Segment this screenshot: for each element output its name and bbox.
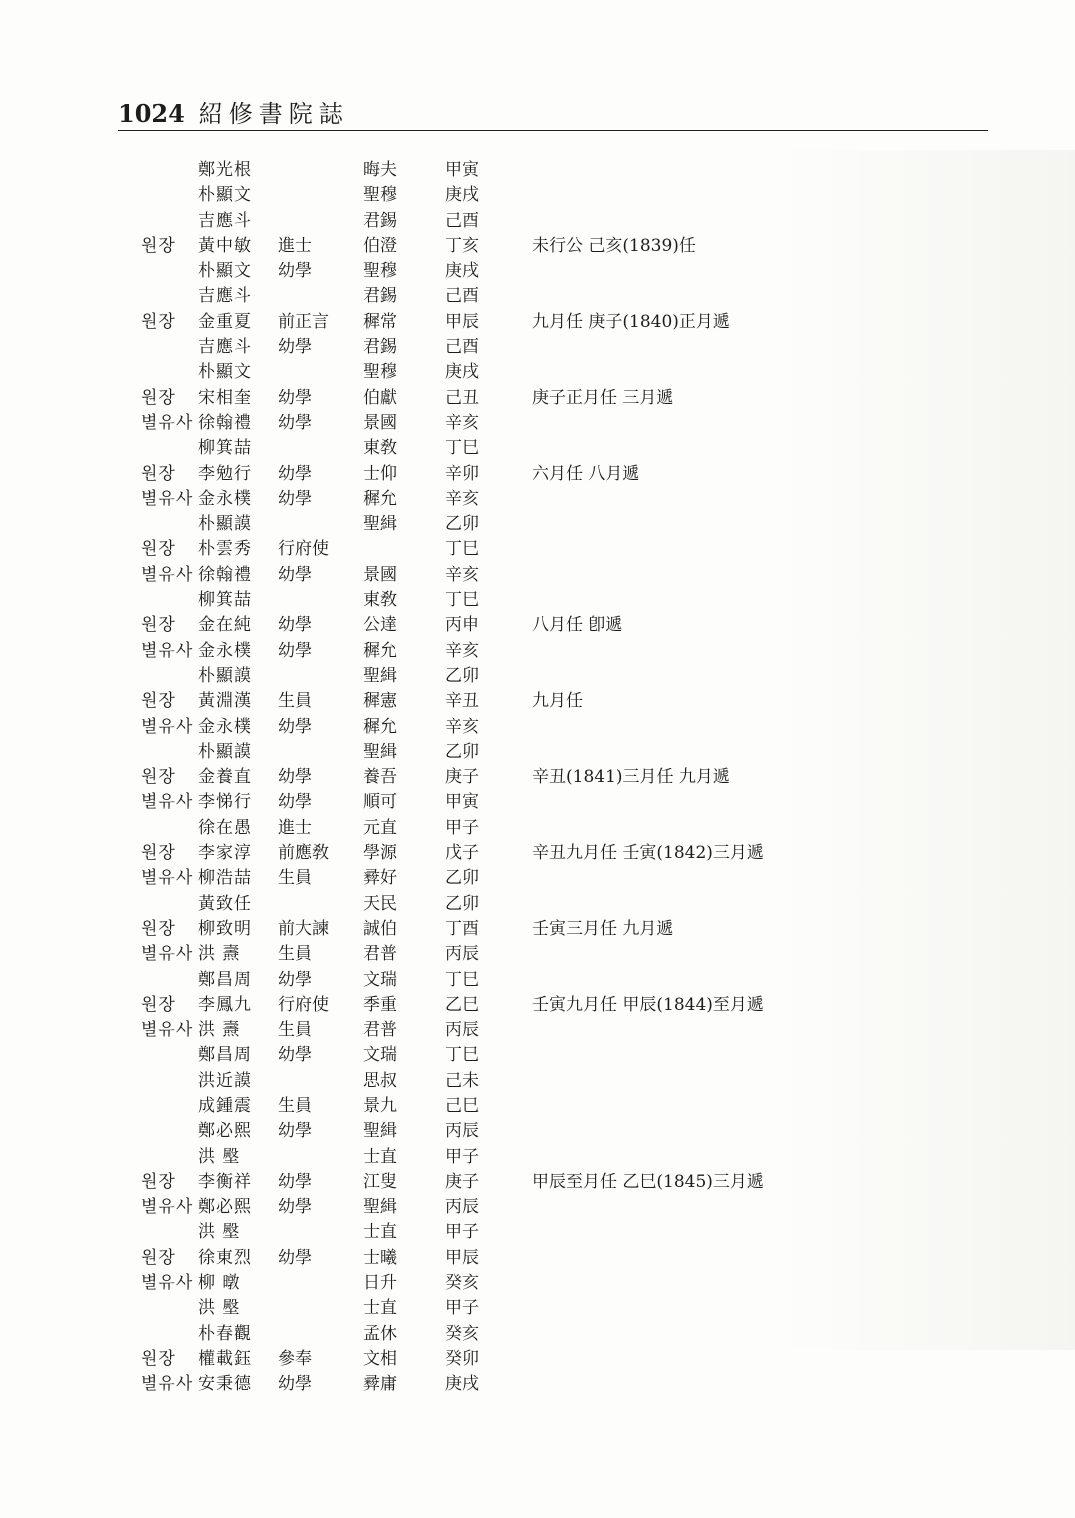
person-name: 朴顯謨	[198, 665, 252, 686]
person-name: 朴顯謨	[198, 514, 252, 535]
birth-year: 己酉	[445, 210, 479, 231]
courtesy-name: 聖緝	[363, 665, 397, 686]
courtesy-name: 士曦	[363, 1247, 397, 1268]
courtesy-name: 士直	[363, 1222, 397, 1243]
courtesy-name: 景九	[363, 1095, 397, 1116]
person-name: 朴顯謨	[198, 741, 252, 762]
position-title: 원장	[141, 767, 176, 788]
birth-year: 丁巳	[445, 969, 479, 990]
birth-year: 辛亥	[445, 716, 479, 737]
table-row	[0, 790, 1075, 815]
position-title: 별유사	[141, 564, 194, 585]
qualification: 幼學	[278, 1197, 312, 1218]
tenure-note: 六月任 八月遞	[532, 463, 640, 484]
courtesy-name: 景國	[363, 412, 397, 433]
person-name: 黃中敏	[198, 235, 252, 256]
person-name: 吉應斗	[198, 337, 252, 358]
table-row	[0, 1347, 1075, 1372]
qualification: 生員	[278, 691, 312, 712]
courtesy-name: 彛庸	[363, 1374, 397, 1395]
courtesy-name: 順可	[363, 792, 397, 813]
birth-year: 甲子	[445, 817, 479, 838]
tenure-note: 辛丑(1841)三月任 九月遞	[532, 767, 730, 788]
table-row	[0, 234, 1075, 259]
position-title: 원장	[141, 1247, 176, 1268]
courtesy-name: 養吾	[363, 767, 397, 788]
qualification: 幼學	[278, 387, 312, 408]
position-title: 원장	[141, 235, 176, 256]
table-row	[0, 512, 1075, 537]
table-row	[0, 917, 1075, 942]
birth-year: 庚戌	[445, 185, 479, 206]
qualification: 幼學	[278, 1045, 312, 1066]
courtesy-name: 君錫	[363, 337, 397, 358]
table-row	[0, 765, 1075, 790]
person-name: 黃淵漢	[198, 691, 252, 712]
birth-year: 庚戌	[445, 362, 479, 383]
qualification: 幼學	[278, 463, 312, 484]
birth-year: 甲寅	[445, 160, 479, 180]
birth-year: 己酉	[445, 286, 479, 307]
courtesy-name: 聖緝	[363, 1121, 397, 1142]
courtesy-name: 學源	[363, 843, 397, 864]
qualification: 幼學	[278, 1121, 312, 1142]
courtesy-name: 晦夫	[363, 160, 397, 180]
courtesy-name: 孟休	[363, 1323, 397, 1344]
position-title: 별유사	[141, 1197, 194, 1218]
person-name: 吉應斗	[198, 286, 252, 307]
birth-year: 辛亥	[445, 564, 479, 585]
birth-year: 丙辰	[445, 1020, 479, 1041]
page-number: 1024	[118, 99, 185, 128]
person-name: 金永樸	[198, 716, 252, 737]
person-name: 柳致明	[198, 918, 252, 939]
courtesy-name: 景國	[363, 564, 397, 585]
birth-year: 甲子	[445, 1298, 479, 1319]
person-name: 朴雲秀	[198, 539, 252, 560]
person-name: 權載鈺	[198, 1348, 252, 1369]
birth-year: 乙卯	[445, 665, 479, 686]
person-name: 金永樸	[198, 640, 252, 661]
qualification: 幼學	[278, 1374, 312, 1395]
birth-year: 辛卯	[445, 463, 479, 484]
courtesy-name: 文瑞	[363, 1045, 397, 1066]
person-name: 鄭必熙	[198, 1197, 252, 1218]
person-name: 李家淳	[198, 843, 252, 864]
birth-year: 甲寅	[445, 792, 479, 813]
person-name: 鄭光根	[198, 160, 252, 180]
table-row	[0, 284, 1075, 309]
qualification: 幼學	[278, 640, 312, 661]
person-name: 洪 燾	[198, 944, 241, 965]
position-title: 별유사	[141, 868, 194, 889]
courtesy-name: 聖穆	[363, 261, 397, 282]
person-name: 李鳳九	[198, 994, 252, 1015]
courtesy-name: 元直	[363, 817, 397, 838]
qualification: 前應敎	[278, 843, 329, 864]
person-name: 朴顯文	[198, 185, 252, 206]
table-row	[0, 563, 1075, 588]
person-name: 安秉德	[198, 1374, 252, 1395]
courtesy-name: 士仰	[363, 463, 397, 484]
table-row	[0, 613, 1075, 638]
tenure-note: 九月任	[532, 691, 583, 712]
birth-year: 丙辰	[445, 944, 479, 965]
tenure-note: 壬寅三月任 九月遞	[532, 918, 674, 939]
courtesy-name: 聖緝	[363, 741, 397, 762]
table-row	[0, 1246, 1075, 1271]
birth-year: 甲辰	[445, 311, 479, 332]
qualification: 幼學	[278, 564, 312, 585]
birth-year: 癸亥	[445, 1323, 479, 1344]
person-name: 李勉行	[198, 463, 252, 484]
person-name: 洪 壂	[198, 1298, 241, 1319]
courtesy-name: 穉允	[363, 488, 397, 509]
person-name: 宋相奎	[198, 387, 252, 408]
birth-year: 丙辰	[445, 1197, 479, 1218]
tenure-note: 未行公 己亥(1839)任	[532, 235, 696, 256]
book-title: 紹修書院誌	[198, 100, 349, 128]
person-name: 徐東烈	[198, 1247, 252, 1268]
table-row	[0, 588, 1075, 613]
person-name: 黃致任	[198, 893, 252, 914]
qualification: 幼學	[278, 412, 312, 433]
person-name: 洪 壂	[198, 1222, 241, 1243]
birth-year: 己丑	[445, 387, 479, 408]
table-row	[0, 1094, 1075, 1119]
qualification: 幼學	[278, 261, 312, 282]
qualification: 進士	[278, 235, 312, 256]
position-title: 별유사	[141, 1020, 194, 1041]
person-name: 鄭昌周	[198, 969, 252, 990]
birth-year: 乙卯	[445, 893, 479, 914]
courtesy-name: 穉允	[363, 716, 397, 737]
person-name: 成鍾震	[198, 1095, 252, 1116]
courtesy-name: 江叟	[363, 1171, 397, 1192]
position-title: 별유사	[141, 412, 194, 433]
position-title: 원장	[141, 463, 176, 484]
table-row	[0, 689, 1075, 714]
table-row	[0, 537, 1075, 562]
person-name: 鄭昌周	[198, 1045, 252, 1066]
courtesy-name: 君錫	[363, 286, 397, 307]
birth-year: 乙卯	[445, 868, 479, 889]
birth-year: 甲子	[445, 1222, 479, 1243]
table-row	[0, 1296, 1075, 1321]
birth-year: 丁巳	[445, 438, 479, 459]
person-name: 吉應斗	[198, 210, 252, 231]
position-title: 원장	[141, 1171, 176, 1192]
courtesy-name: 文瑞	[363, 969, 397, 990]
position-title: 원장	[141, 539, 176, 560]
person-name: 朴春觀	[198, 1323, 252, 1344]
table-row	[0, 1322, 1075, 1347]
person-name: 柳箕喆	[198, 438, 252, 459]
tenure-note: 壬寅九月任 甲辰(1844)至月遞	[532, 994, 764, 1015]
person-name: 金重夏	[198, 311, 252, 332]
birth-year: 庚戌	[445, 1374, 479, 1395]
person-name: 洪 壂	[198, 1146, 241, 1167]
table-row	[0, 993, 1075, 1018]
table-row	[0, 411, 1075, 436]
table-row	[0, 310, 1075, 335]
courtesy-name: 東敎	[363, 438, 397, 459]
table-row	[0, 1170, 1075, 1195]
qualification: 幼學	[278, 1247, 312, 1268]
qualification: 生員	[278, 1095, 312, 1116]
birth-year: 丙申	[445, 615, 479, 636]
page-header	[118, 94, 349, 129]
tenure-note: 甲辰至月任 乙巳(1845)三月遞	[532, 1171, 764, 1192]
table-row	[0, 816, 1075, 841]
person-name: 鄭必熙	[198, 1121, 252, 1142]
position-title: 원장	[141, 994, 176, 1015]
position-title: 별유사	[141, 716, 194, 737]
person-name: 洪 燾	[198, 1020, 241, 1041]
table-row	[0, 335, 1075, 360]
table-row	[0, 1069, 1075, 1094]
table-row	[0, 183, 1075, 208]
person-name: 柳 暾	[198, 1273, 241, 1294]
person-name: 李悌行	[198, 792, 252, 813]
table-row	[0, 1018, 1075, 1043]
person-name: 徐翰禮	[198, 564, 252, 585]
courtesy-name: 士直	[363, 1298, 397, 1319]
birth-year: 丁酉	[445, 918, 479, 939]
courtesy-name: 穉憲	[363, 691, 397, 712]
birth-year: 丁亥	[445, 235, 479, 256]
table-row	[0, 1043, 1075, 1068]
table-row	[0, 1372, 1075, 1397]
courtesy-name: 公達	[363, 615, 397, 636]
table-row	[0, 639, 1075, 664]
birth-year: 甲子	[445, 1146, 479, 1167]
qualification: 生員	[278, 1020, 312, 1041]
courtesy-name: 君普	[363, 1020, 397, 1041]
position-title: 원장	[141, 311, 176, 332]
person-name: 李衡祥	[198, 1171, 252, 1192]
qualification: 幼學	[278, 792, 312, 813]
birth-year: 己未	[445, 1070, 479, 1091]
person-name: 金永樸	[198, 488, 252, 509]
tenure-note: 辛丑九月任 壬寅(1842)三月遞	[532, 843, 764, 864]
courtesy-name: 東敎	[363, 590, 397, 611]
position-title: 원장	[141, 843, 176, 864]
birth-year: 丁巳	[445, 590, 479, 611]
tenure-note: 庚子正月任 三月遞	[532, 387, 674, 408]
position-title: 별유사	[141, 1273, 194, 1294]
courtesy-name: 聖緝	[363, 514, 397, 535]
courtesy-name: 士直	[363, 1146, 397, 1167]
position-title: 별유사	[141, 792, 194, 813]
courtesy-name: 季重	[363, 994, 397, 1015]
table-row	[0, 715, 1075, 740]
position-title: 원장	[141, 691, 176, 712]
qualification: 幼學	[278, 716, 312, 737]
courtesy-name: 聖穆	[363, 362, 397, 383]
table-row	[0, 436, 1075, 461]
position-title: 원장	[141, 918, 176, 939]
qualification: 行府使	[278, 994, 329, 1015]
birth-year: 庚子	[445, 1171, 479, 1192]
birth-year: 庚子	[445, 767, 479, 788]
birth-year: 癸亥	[445, 1273, 479, 1294]
birth-year: 辛亥	[445, 412, 479, 433]
table-row	[0, 942, 1075, 967]
person-name: 金在純	[198, 615, 252, 636]
table-row	[0, 968, 1075, 993]
person-name: 徐翰禮	[198, 412, 252, 433]
courtesy-name: 穉常	[363, 311, 397, 332]
qualification: 幼學	[278, 1171, 312, 1192]
position-title: 별유사	[141, 488, 194, 509]
birth-year: 丙辰	[445, 1121, 479, 1142]
person-name: 洪近謨	[198, 1070, 252, 1091]
qualification: 前大諫	[278, 918, 329, 939]
person-name: 柳浩喆	[198, 868, 252, 889]
table-row	[0, 386, 1075, 411]
qualification: 參奉	[278, 1348, 312, 1369]
birth-year: 乙卯	[445, 514, 479, 535]
person-name: 柳箕喆	[198, 590, 252, 611]
birth-year: 丁巳	[445, 539, 479, 560]
qualification: 生員	[278, 868, 312, 889]
birth-year: 甲辰	[445, 1247, 479, 1268]
birth-year: 辛丑	[445, 691, 479, 712]
table-row	[0, 664, 1075, 689]
table-row	[0, 841, 1075, 866]
courtesy-name: 思叔	[363, 1070, 397, 1091]
table-row	[0, 1220, 1075, 1245]
qualification: 幼學	[278, 767, 312, 788]
table-row	[0, 209, 1075, 234]
table-row	[0, 866, 1075, 891]
courtesy-name: 誠伯	[363, 918, 397, 939]
birth-year: 庚戌	[445, 261, 479, 282]
table-row	[0, 1119, 1075, 1144]
birth-year: 乙卯	[445, 741, 479, 762]
qualification: 行府使	[278, 539, 329, 560]
person-name: 朴顯文	[198, 261, 252, 282]
table-row	[0, 740, 1075, 765]
birth-year: 乙巳	[445, 994, 479, 1015]
courtesy-name: 伯獻	[363, 387, 397, 408]
tenure-note: 九月任 庚子(1840)正月遞	[532, 311, 730, 332]
birth-year: 戊子	[445, 843, 479, 864]
position-title: 별유사	[141, 944, 194, 965]
position-title: 원장	[141, 387, 176, 408]
person-name: 金養直	[198, 767, 252, 788]
courtesy-name: 彛好	[363, 868, 397, 889]
tenure-note: 八月任 卽遞	[532, 615, 623, 636]
birth-year: 癸卯	[445, 1348, 479, 1369]
table-row	[0, 259, 1075, 284]
courtesy-name: 日升	[363, 1273, 397, 1294]
courtesy-name: 天民	[363, 893, 397, 914]
courtesy-name: 穉允	[363, 640, 397, 661]
table-row	[0, 1145, 1075, 1170]
position-title: 별유사	[141, 1374, 194, 1395]
courtesy-name: 聖緝	[363, 1197, 397, 1218]
position-title: 원장	[141, 1348, 176, 1369]
qualification: 幼學	[278, 615, 312, 636]
qualification: 前正言	[278, 311, 329, 332]
birth-year: 丁巳	[445, 1045, 479, 1066]
table-row	[0, 158, 1075, 183]
person-name: 朴顯文	[198, 362, 252, 383]
birth-year: 辛亥	[445, 640, 479, 661]
table-row	[0, 360, 1075, 385]
courtesy-name: 伯澄	[363, 235, 397, 256]
roster-table	[0, 158, 1075, 1398]
table-row	[0, 892, 1075, 917]
birth-year: 己巳	[445, 1095, 479, 1116]
courtesy-name: 文相	[363, 1348, 397, 1369]
courtesy-name: 君錫	[363, 210, 397, 231]
qualification: 幼學	[278, 969, 312, 990]
qualification: 幼學	[278, 337, 312, 358]
position-title: 별유사	[141, 640, 194, 661]
courtesy-name: 聖穆	[363, 185, 397, 206]
table-row	[0, 487, 1075, 512]
person-name: 徐在愚	[198, 817, 252, 838]
qualification: 進士	[278, 817, 312, 838]
birth-year: 辛亥	[445, 488, 479, 509]
courtesy-name: 君普	[363, 944, 397, 965]
table-row	[0, 1195, 1075, 1220]
qualification: 幼學	[278, 488, 312, 509]
header-rule	[118, 130, 988, 131]
position-title: 원장	[141, 615, 176, 636]
qualification: 生員	[278, 944, 312, 965]
birth-year: 己酉	[445, 337, 479, 358]
table-row	[0, 462, 1075, 487]
table-row	[0, 1271, 1075, 1296]
